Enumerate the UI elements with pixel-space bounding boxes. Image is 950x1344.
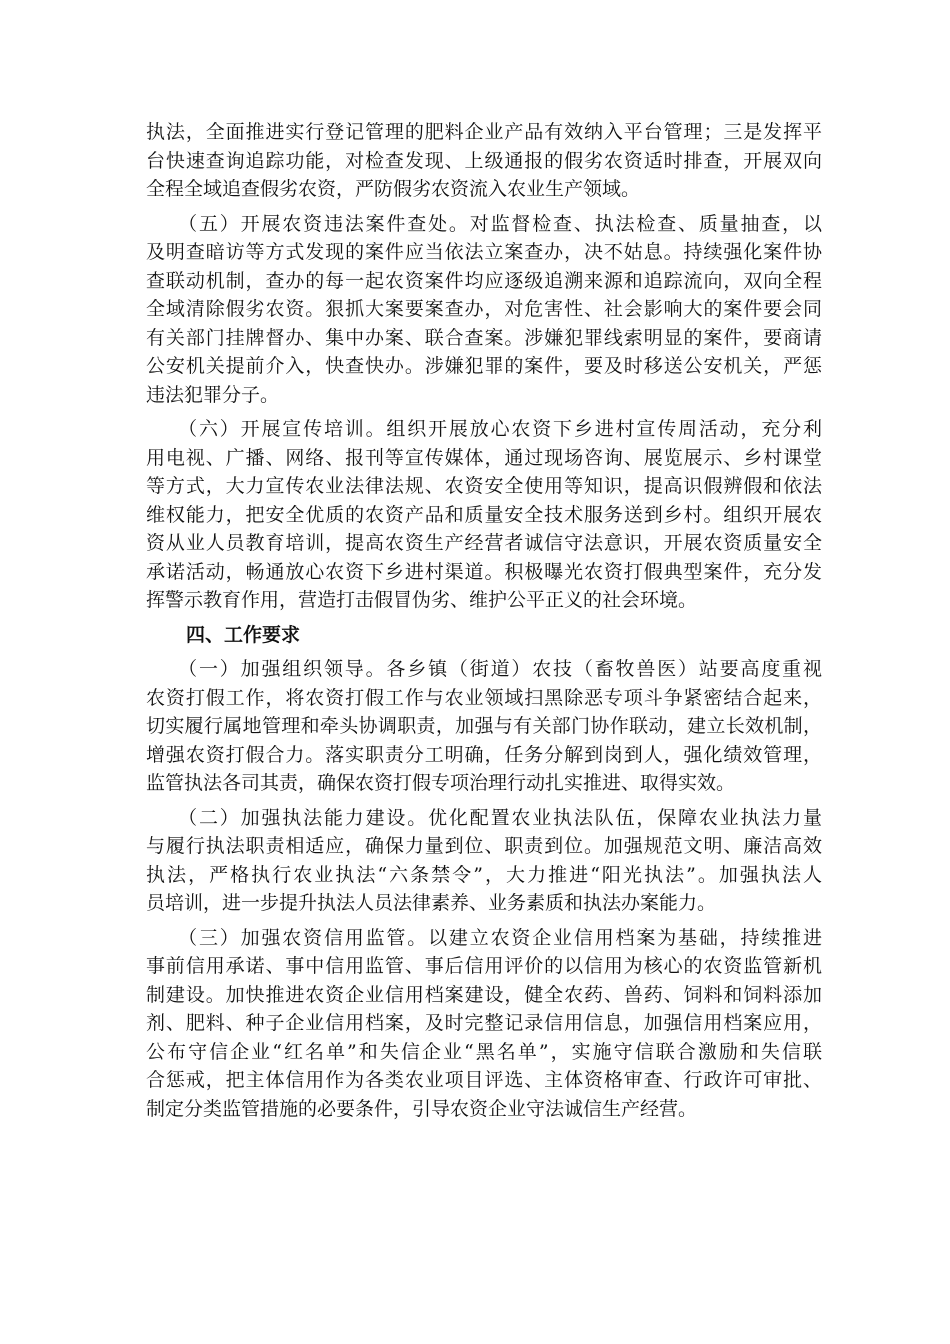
text-line: 等方式，大力宣传农业法律法规、农资安全使用等知识，提高识假辨假和依法 [146,475,822,497]
body-paragraph [146,118,822,204]
requirement-paragraph [146,804,822,918]
text-line: 承诺活动，畅通放心农资下乡进村渠道。积极曝光农资打假典型案件，充分发 [146,560,822,583]
text-line: 违法犯罪分子。 [146,383,280,406]
requirement-paragraph [146,924,822,1124]
section-heading: 四、工作要求 [186,623,301,646]
text-line: 资从业人员教育培训，提高农资生产经营者诚信守法意识，开展农资质量安全 [146,532,822,554]
body-paragraph [146,415,822,615]
requirements-paragraphs [146,655,822,1123]
text-line: 事前信用承诺、事中信用监管、事后信用评价的以信用为核心的农资监管新机 [146,955,822,977]
text-line: 增强农资打假合力。落实职责分工明确，任务分解到岗到人，强化绩效管理， [146,743,822,766]
text-line: 挥警示教育作用，营造打击假冒伪劣、维护公平正义的社会环境。 [146,589,698,611]
text-line: 切实履行属地管理和牵头协调职责，加强与有关部门协作联动，建立长效机制， [146,715,822,737]
text-line: 查联动机制，查办的每一起农资案件均应逐级追溯来源和追踪流向，双向全程 [146,269,822,292]
body-paragraph [146,210,822,410]
text-line: （六）开展宣传培训。组织开展放心农资下乡进村宣传周活动，充分利 [146,418,822,440]
text-line: （一）加强组织领导。各乡镇（街道）农技（畜牧兽医）站要高度重视 [146,658,822,680]
text-line: 全域清除假劣农资。狠抓大案要案查办，对危害性、社会影响大的案件要会同 [146,298,822,320]
text-line: 执法，严格执行农业执法“六条禁令”，大力推进“阳光执法”。加强执法人 [146,863,822,886]
text-line: 维权能力，把安全优质的农资产品和质量安全技术服务送到乡村。组织开展农 [146,503,822,526]
text-line: 制定分类监管措施的必要条件，引导农资企业守法诚信生产经营。 [146,1097,698,1120]
requirement-paragraph [146,655,822,798]
text-line: 农资打假工作，将农资打假工作与农业领域扫黑除恶专项斗争紧密结合起来， [146,686,822,709]
text-line: 公布守信企业“红名单”和失信企业“黑名单”，实施守信联合激励和失信联 [146,1040,822,1063]
text-line: 剂、肥料、种子企业信用档案，及时完整记录信用信息，加强信用档案应用， [146,1012,822,1034]
text-line: 台快速查询追踪功能，对检查发现、上级通报的假劣农资适时排查，开展双向 [146,149,822,172]
text-line: 执法，全面推进实行登记管理的肥料企业产品有效纳入平台管理；三是发挥平 [146,121,822,143]
text-line: 合惩戒，把主体信用作为各类农业项目评选、主体资格审查、行政许可审批、 [146,1069,822,1091]
text-line: （五）开展农资违法案件查处。对监督检查、执法检查、质量抽查，以 [146,212,822,235]
text-line: （二）加强执法能力建设。优化配置农业执法队伍，保障农业执法力量 [146,806,822,829]
text-line: 全程全域追查假劣农资，严防假劣农资流入农业生产领域。 [146,178,641,200]
text-line: 制建设。加快推进农资企业信用档案建设，健全农药、兽药、饲料和饲料添加 [146,983,822,1006]
document-page [146,118,822,1129]
text-line: 与履行执法职责相适应，确保力量到位、职责到位。加强规范文明、廉洁高效 [146,835,822,857]
text-line: 有关部门挂牌督办、集中办案、联合查案。涉嫌犯罪线索明显的案件，要商请 [146,326,822,349]
text-line: （三）加强农资信用监管。以建立农资企业信用档案为基础，持续推进 [146,926,822,949]
section-paragraphs [146,118,822,615]
text-line: 监管执法各司其责，确保农资打假专项治理行动扎实推进、取得实效。 [146,772,736,794]
text-line: 员培训，进一步提升执法人员法律素养、业务素质和执法办案能力。 [146,892,717,914]
text-line: 用电视、广播、网络、报刊等宣传媒体，通过现场咨询、展览展示、乡村课堂 [146,446,822,469]
text-line: 及明查暗访等方式发现的案件应当依法立案查办，决不姑息。持续强化案件协 [146,241,822,263]
text-line: 公安机关提前介入，快查快办。涉嫌犯罪的案件，要及时移送公安机关，严惩 [146,355,822,377]
